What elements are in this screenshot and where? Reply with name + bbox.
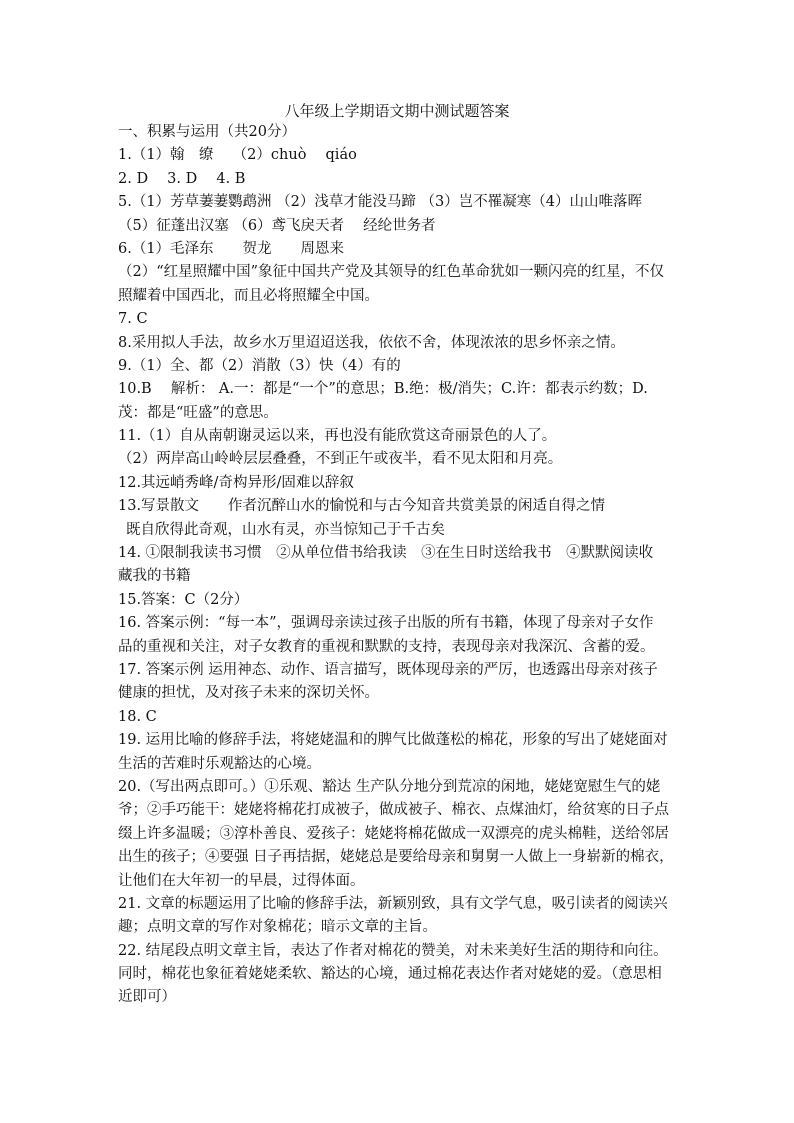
- answer-line: 2. D 3. D 4. B: [118, 170, 246, 187]
- answer-line: 5.（1）芳草萋萋鹦鹉洲 （2）浅草才能没马蹄 （3）岂不罹凝寒（4）山山唯落晖: [118, 194, 642, 211]
- answer-line: （2）两岸高山岭岭层层叠叠，不到正午或夜半，看不见太阳和月亮。: [118, 451, 563, 468]
- answer-line: 近即可）: [118, 989, 176, 1006]
- answer-line: 17. 答案示例 运用神态、动作、语言描写，既体现母亲的严厉，也透露出母亲对孩子: [118, 661, 658, 678]
- answer-line: 14. ①限制我读书习惯 ②从单位借书给我读 ③在生日时送给我书 ④默默阅读收: [118, 545, 654, 562]
- answer-line: 15.答案：C（2分）: [118, 591, 249, 608]
- answer-line: 既自欣得此奇观，山水有灵，亦当惊知己于千古矣: [126, 521, 445, 538]
- answer-line: 11.（1）自从南朝谢灵运以来，再也没有能欣赏这奇丽景色的人了。: [118, 428, 557, 445]
- answer-line: 一、积累与运用（共20分）: [118, 124, 296, 140]
- answer-line: （5）征蓬出汉塞 （6）鸢飞戾天者 经纶世务者: [118, 217, 436, 234]
- answer-line: 7. C: [118, 311, 148, 328]
- answer-line: 同时，棉花也象征着姥姥柔软、豁达的心境，通过棉花表达作者对姥姥的爱。（意思相: [118, 966, 662, 983]
- answer-line: 20.（写出两点即可。）①乐观、豁达 生产队分地分到荒凉的闲地，姥姥宽慰生气的姥: [118, 778, 661, 795]
- answer-line: 藏我的书籍: [118, 568, 191, 585]
- answer-line: 照耀着中国西北，而且必将照耀全中国。: [118, 287, 379, 304]
- answer-line: 8.采用拟人手法，故乡水万里迢迢送我，依依不舍，体现浓浓的思乡怀亲之情。: [118, 334, 625, 351]
- answer-line: 趣；点明文章的写作对象棉花；暗示文章的主旨。: [118, 919, 437, 936]
- answer-line: 爷；②手巧能干：姥姥将棉花打成被子，做成被子、棉衣、点煤油灯，给贫寒的日子点: [118, 802, 669, 819]
- answer-line: 茂：都是“旺盛”的意思。: [118, 404, 278, 421]
- answer-lines: [118, 121, 688, 1010]
- answer-line: 品的重视和关注，对子女教育的重视和默默的支持，表现母亲对我深沉、含蓄的爱。: [118, 638, 655, 655]
- answer-line: 10.B 解析： A.一：都是“一个”的意思；B.绝：极/消失；C.许：都表示约数；D.: [118, 381, 648, 398]
- answer-line: 让他们在大年初一的早晨，过得体面。: [118, 872, 365, 889]
- answer-line: 缀上许多温暖；③淳朴善良、爱孩子：姥姥将棉花做成一双漂亮的虎头棉鞋，送给邻居: [118, 825, 669, 842]
- answer-line: 22. 结尾段点明文章主旨，表达了作者对棉花的赞美，对未来美好生活的期待和向往。: [118, 942, 668, 959]
- answer-line: 16. 答案示例：“每一本”，强调母亲读过孩子出版的所有书籍，体现了母亲对子女作: [118, 615, 654, 632]
- answer-line: 19. 运用比喻的修辞手法，将姥姥温和的脾气比做蓬松的棉花，形象的写出了姥姥面对: [118, 732, 668, 749]
- answer-line: 6.（1）毛泽东 贺龙 周恩来: [118, 240, 345, 257]
- answer-line: 13.写景散文 作者沉醉山水的愉悦和与古今知音共赏美景的闲适自得之情: [118, 498, 606, 515]
- answer-line: 12.其远峭秀峰/奇构异形/固难以辞叙: [118, 474, 354, 491]
- answer-line: 生活的苦难时乐观豁达的心境。: [118, 755, 321, 772]
- answer-line: 18. C: [118, 708, 157, 725]
- answer-line: 9.（1）全、都（2）消散（3）快（4）有的: [118, 357, 401, 374]
- answer-line: （2）“红星照耀中国”象征中国共产党及其领导的红色革命犹如一颗闪亮的红星，不仅: [118, 264, 665, 281]
- answer-line: 健康的担忧，及对孩子未来的深切关怀。: [118, 685, 379, 702]
- answer-line: 1.（1）翰 缭 （2）chuò qiáo: [118, 147, 357, 164]
- answer-line: 21. 文章的标题运用了比喻的修辞手法，新颖别致，具有文学气息，吸引读者的阅读兴: [118, 895, 668, 912]
- document-title: 八年级上学期语文期中测试题答案: [284, 102, 510, 120]
- answer-line: 出生的孩子；④要强 日子再拮据，姥姥总是要给母亲和舅舅一人做上一身崭新的棉衣，: [118, 849, 674, 866]
